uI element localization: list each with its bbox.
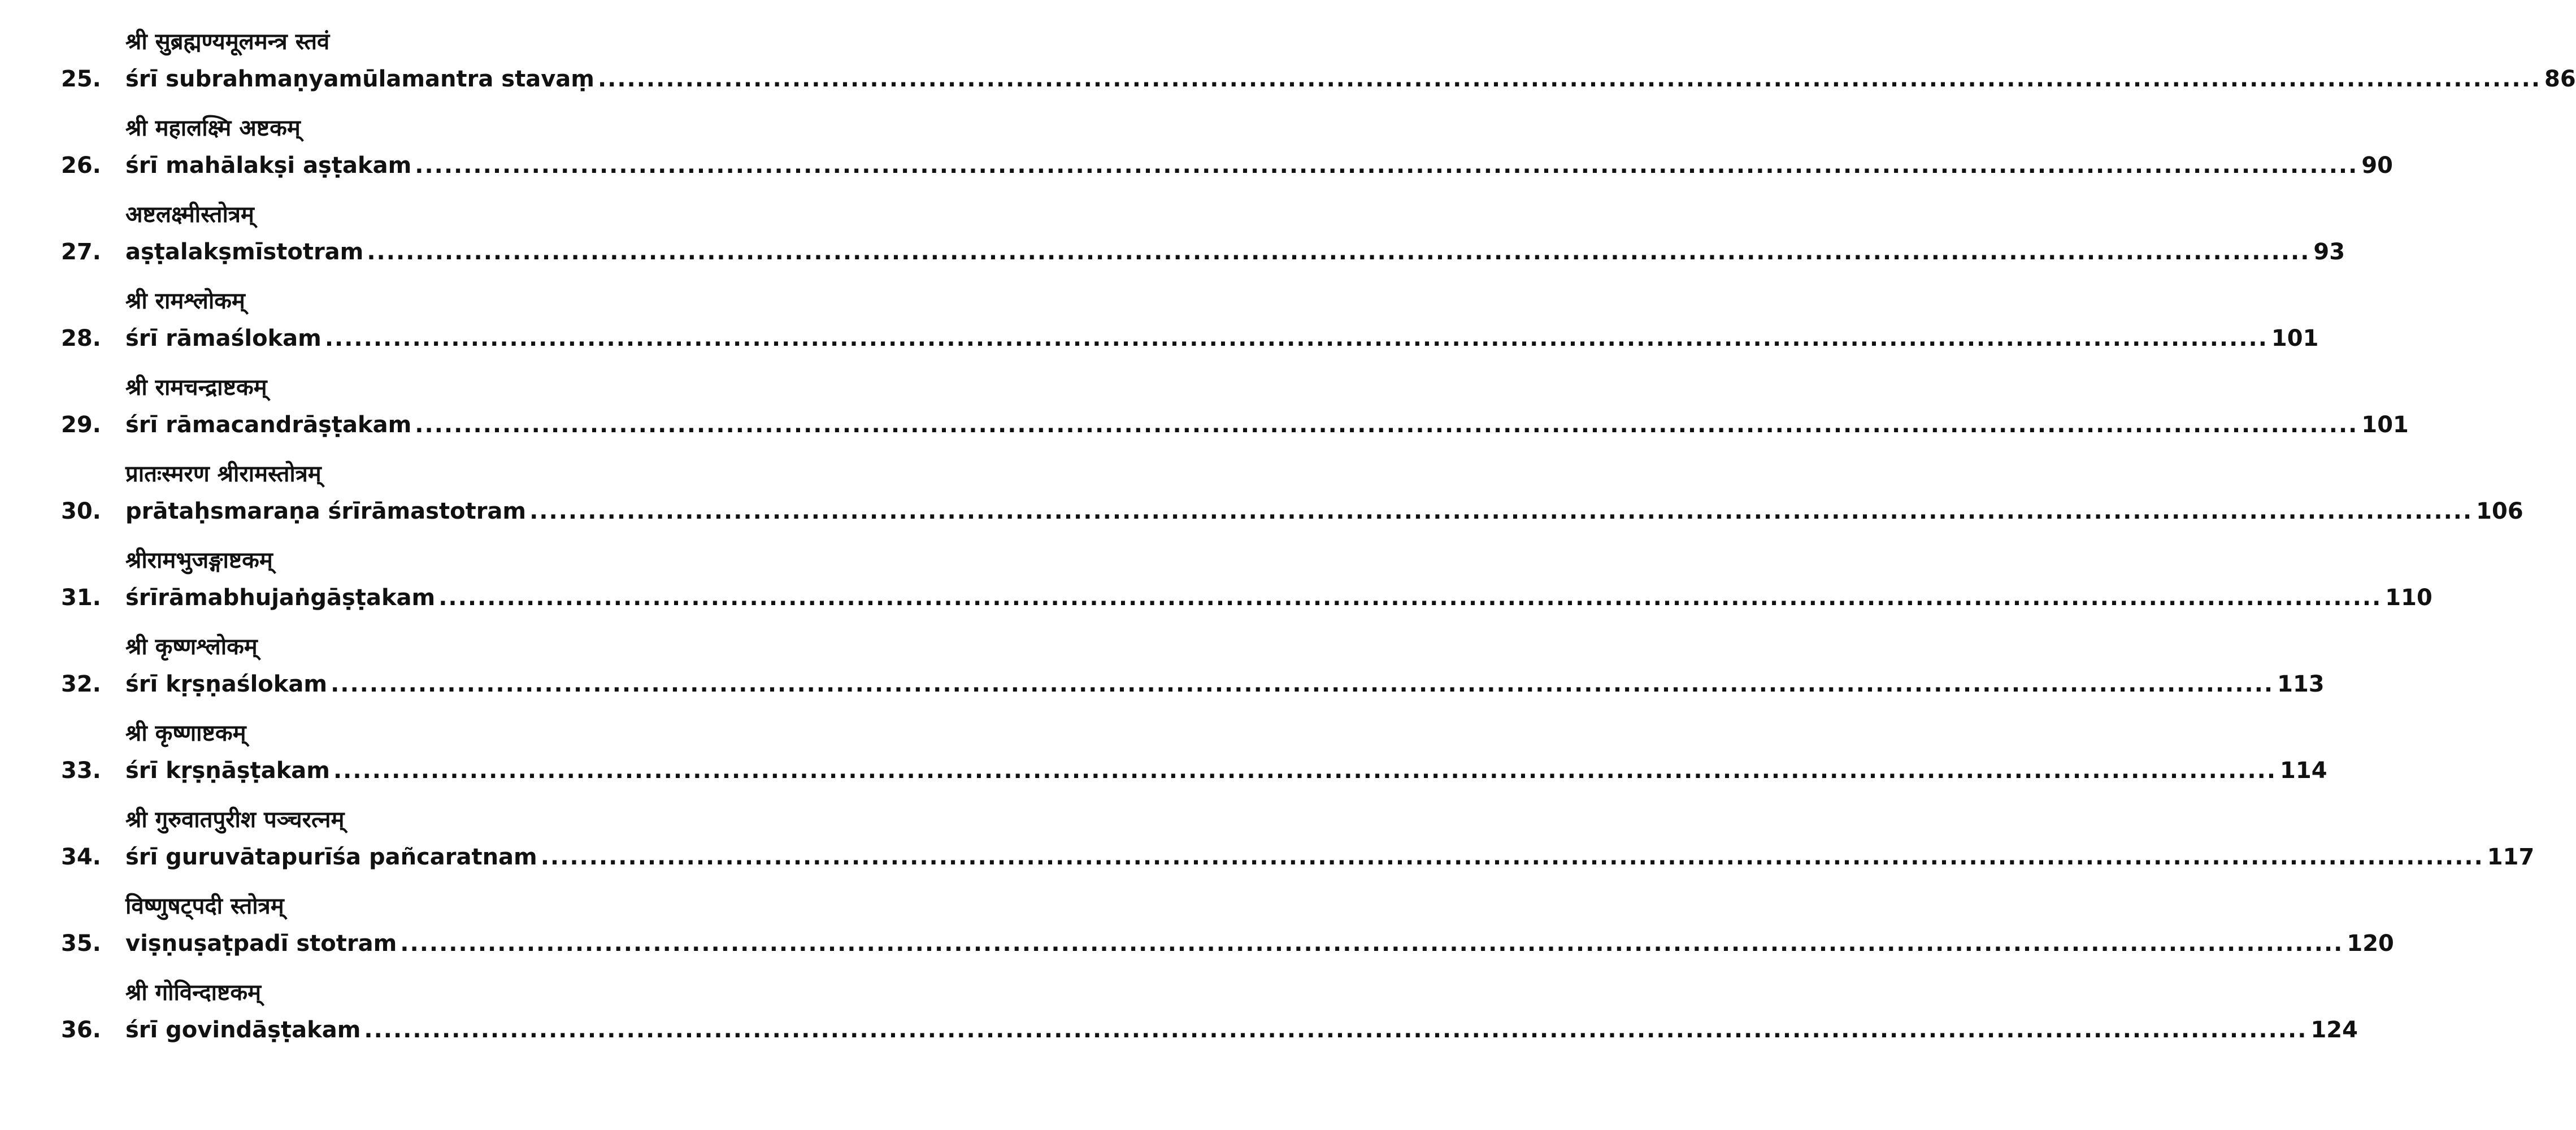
toc-line[interactable] <box>61 754 2327 788</box>
toc-line[interactable] <box>61 321 2319 355</box>
devanagari-title: श्री रामचन्द्राष्टकम् <box>125 375 267 401</box>
entry-title: śrī rāmacandrāṣṭakam <box>125 412 412 438</box>
devanagari-title: श्री सुब्रह्मण्यमूलमन्त्र स्तवं <box>125 29 330 55</box>
toc-line[interactable] <box>61 149 2393 182</box>
toc-line[interactable] <box>61 494 2523 528</box>
page-number: 117 <box>2487 844 2535 870</box>
page-number: 120 <box>2347 931 2394 957</box>
devanagari-title: श्रीरामभुजङ्गाष्टकम् <box>125 547 273 573</box>
page-number: 124 <box>2310 1017 2358 1043</box>
entry-number: 36. <box>61 1017 101 1043</box>
dot-leader: ........................................................................................................................................................................................................ <box>324 325 2268 351</box>
toc-entry[interactable] <box>61 540 2432 627</box>
page-number: 114 <box>2280 758 2327 784</box>
devanagari-title: अष्टलक्ष्मीस्तोत्रम् <box>125 202 254 228</box>
page-number: 86 <box>2544 66 2576 92</box>
dot-leader: ........................................................................................................................................................................................................ <box>367 239 2310 265</box>
page-number: 113 <box>2277 671 2325 697</box>
entry-title: śrī govindāṣṭakam <box>125 1017 361 1043</box>
entry-title: viṣṇuṣaṭpadī stotram <box>125 931 397 957</box>
toc-entry[interactable] <box>61 21 2576 108</box>
entry-number: 35. <box>61 931 101 957</box>
devanagari-title: श्री गुरुवातपुरीश पञ्चरत्नम् <box>125 807 345 833</box>
entry-number: 28. <box>61 325 101 351</box>
toc-line[interactable] <box>61 1013 2358 1047</box>
entry-title: śrī mahālakṣi aṣṭakam <box>125 153 412 179</box>
dot-leader: ........................................................................................................................................................................................................ <box>331 671 2274 697</box>
devanagari-title: विष्णुषट्पदी स्तोत्रम् <box>125 893 284 919</box>
entry-number: 27. <box>61 239 101 265</box>
toc-line[interactable] <box>61 927 2394 960</box>
toc-entry[interactable] <box>61 108 2393 194</box>
toc-entry[interactable] <box>61 972 2358 1059</box>
entry-number: 34. <box>61 844 101 870</box>
toc-entry[interactable] <box>61 281 2319 367</box>
entry-number: 30. <box>61 498 101 524</box>
toc-entry[interactable] <box>61 367 2409 454</box>
dot-leader: ........................................................................................................................................................................................................ <box>400 931 2344 957</box>
entry-number: 26. <box>61 153 101 179</box>
toc-line[interactable] <box>61 581 2432 615</box>
page-number: 110 <box>2385 585 2432 611</box>
toc-line[interactable] <box>61 408 2409 442</box>
entry-title: śrī guruvātapurīśa pañcaratnam <box>125 844 537 870</box>
toc-line[interactable] <box>61 840 2535 874</box>
entry-title: aṣṭalakṣmīstotram <box>125 239 364 265</box>
toc-entry[interactable] <box>61 194 2345 281</box>
entry-title: śrī subrahmaṇyamūlamantra stavaṃ <box>125 66 594 92</box>
page-number: 90 <box>2361 153 2393 179</box>
toc-line[interactable] <box>61 667 2325 701</box>
toc-entry[interactable] <box>61 713 2327 799</box>
entry-title: śrī kṛṣṇaślokam <box>125 671 328 697</box>
devanagari-title: श्री महालक्ष्मि अष्टकम् <box>125 115 301 141</box>
table-of-contents <box>61 21 2576 1059</box>
dot-leader: ........................................................................................................................................................................................................ <box>333 758 2277 784</box>
toc-entry[interactable] <box>61 886 2394 972</box>
entry-number: 31. <box>61 585 101 611</box>
page-number: 106 <box>2476 498 2523 524</box>
toc-entry[interactable] <box>61 627 2325 713</box>
dot-leader: ........................................................................................................................................................................................................ <box>415 412 2358 438</box>
devanagari-title: श्री गोविन्दाष्टकम् <box>125 980 262 1006</box>
toc-entry[interactable] <box>61 454 2523 540</box>
entry-title: prātaḥsmaraṇa śrīrāmastotram <box>125 498 527 524</box>
toc-entry[interactable] <box>61 799 2535 886</box>
dot-leader: ........................................................................................................................................................................................................ <box>529 498 2473 524</box>
entry-number: 33. <box>61 758 101 784</box>
entry-number: 29. <box>61 412 101 438</box>
devanagari-title: श्री कृष्णश्लोकम् <box>125 634 258 660</box>
page-number: 101 <box>2361 412 2409 438</box>
devanagari-title: प्रातःस्मरण श्रीरामस्तोत्रम् <box>125 461 322 487</box>
devanagari-title: श्री रामश्लोकम् <box>125 288 245 314</box>
dot-leader: ........................................................................................................................................................................................................ <box>540 844 2484 870</box>
entry-number: 25. <box>61 66 101 92</box>
page-number: 93 <box>2313 239 2345 265</box>
entry-title: śrī rāmaślokam <box>125 325 322 351</box>
toc-line[interactable] <box>61 235 2345 269</box>
entry-title: śrīrāmabhujaṅgāṣṭakam <box>125 585 436 611</box>
dot-leader: ........................................................................................................................................................................................................ <box>415 153 2358 179</box>
page-number: 101 <box>2271 325 2319 351</box>
entry-title: śrī kṛṣṇāṣṭakam <box>125 758 330 784</box>
toc-line[interactable] <box>61 62 2576 96</box>
dot-leader: ........................................................................................................................................................................................................ <box>597 66 2542 92</box>
devanagari-title: श्री कृष्णाष्टकम् <box>125 720 246 746</box>
entry-number: 32. <box>61 671 101 697</box>
dot-leader: ........................................................................................................................................................................................................ <box>364 1017 2308 1043</box>
dot-leader: ........................................................................................................................................................................................................ <box>438 585 2382 611</box>
